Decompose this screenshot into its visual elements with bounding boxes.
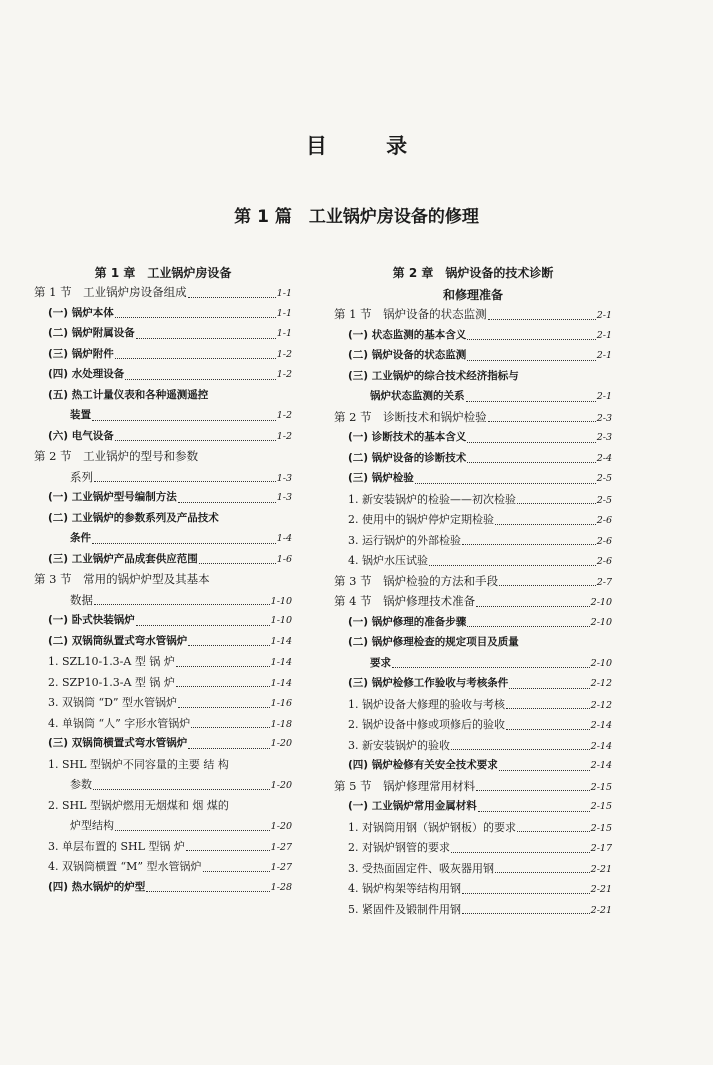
chapter-heading: 第 1 章 工业锅炉房设备 bbox=[94, 266, 232, 280]
toc-entry bbox=[34, 305, 292, 326]
toc-entry-text: 装置 bbox=[70, 409, 91, 421]
toc-page-number: 2-12 bbox=[590, 699, 612, 711]
toc-entry bbox=[334, 737, 612, 758]
toc-entry bbox=[34, 715, 292, 736]
toc-entry-text: (一) 工业锅炉型号编制方法 bbox=[48, 491, 177, 503]
toc-leader-dots bbox=[211, 576, 291, 584]
toc-leader-dots bbox=[520, 639, 611, 647]
toc-entry-text: 3. 受热面固定件、吸灰器用钢 bbox=[348, 861, 494, 875]
toc-leader-dots bbox=[115, 822, 270, 831]
toc-entry-text: (三) 锅炉检修工作验收与考核条件 bbox=[348, 677, 509, 689]
toc-leader-dots bbox=[176, 678, 270, 687]
toc-entry bbox=[34, 284, 292, 305]
toc-entry-text: 3. 运行锅炉的外部检验 bbox=[348, 533, 461, 547]
toc-entry bbox=[34, 571, 292, 592]
toc-leader-dots bbox=[136, 330, 276, 339]
toc-leader-dots bbox=[488, 413, 596, 422]
toc-page-number: 1-10 bbox=[270, 595, 292, 607]
toc-entry-text: (一) 诊断技术的基本含义 bbox=[348, 431, 467, 443]
toc-entry-text: (四) 热水锅炉的炉型 bbox=[48, 880, 146, 893]
page-title: 目 录 bbox=[305, 133, 434, 158]
toc-page-number: 2-14 bbox=[590, 740, 612, 752]
toc-leader-dots bbox=[199, 555, 276, 564]
toc-leader-dots bbox=[188, 740, 269, 749]
toc-leader-dots bbox=[467, 618, 589, 627]
toc-entry-text: (二) 锅炉设备的状态监测 bbox=[348, 349, 467, 361]
toc-entry bbox=[334, 696, 612, 717]
toc-entry-text: (四) 水处理设备 bbox=[48, 368, 125, 380]
toc-entry bbox=[334, 450, 612, 471]
toc-leader-dots bbox=[467, 434, 595, 443]
toc-entry-text: 第 4 节 锅炉修理技术准备 bbox=[334, 594, 476, 608]
toc-leader-dots bbox=[499, 762, 590, 771]
toc-entry bbox=[34, 694, 292, 715]
toc-page-number: 2-5 bbox=[596, 494, 612, 506]
toc-page-number: 2-6 bbox=[596, 535, 612, 547]
toc-leader-dots bbox=[506, 700, 590, 709]
toc-page-number: 2-14 bbox=[590, 760, 612, 771]
toc-entry bbox=[34, 735, 292, 756]
toc-list bbox=[34, 284, 292, 899]
toc-entry-text: (一) 锅炉修理的准备步骤 bbox=[348, 615, 467, 628]
toc-leader-dots bbox=[462, 905, 590, 914]
toc-page-number: 1-20 bbox=[270, 821, 292, 832]
toc-entry bbox=[334, 306, 612, 327]
toc-page-number: 2-1 bbox=[596, 391, 612, 402]
toc-entry bbox=[34, 407, 292, 428]
toc-leader-dots bbox=[451, 844, 590, 853]
toc-entry-text: 参数 bbox=[70, 778, 92, 791]
toc-leader-dots bbox=[176, 658, 270, 667]
toc-entry-text: (三) 锅炉附件 bbox=[48, 347, 114, 360]
toc-entry-text: 1. 对锅筒用钢（锅炉钢板）的要求 bbox=[348, 820, 516, 834]
toc-leader-dots bbox=[415, 475, 596, 484]
toc-page-number: 2-5 bbox=[596, 473, 612, 484]
toc-entry-text: 1. SZL10-1.3-A 型 锅 炉 bbox=[48, 655, 175, 668]
toc-page-number: 2-1 bbox=[596, 350, 612, 361]
toc-leader-dots bbox=[136, 617, 270, 626]
toc-page-number: 1-18 bbox=[270, 718, 292, 730]
toc-page-number: 1-10 bbox=[270, 615, 292, 626]
toc-entry bbox=[334, 532, 612, 553]
toc-entry-text: (二) 双锅筒纵置式弯水管锅炉 bbox=[48, 634, 188, 647]
toc-leader-dots bbox=[146, 883, 269, 892]
toc-entry-text: 4. 双锅筒横置 “M” 型水管锅炉 bbox=[48, 860, 202, 873]
toc-leader-dots bbox=[186, 842, 270, 851]
toc-entry-text: 3. 单层布置的 SHL 型锅 炉 bbox=[48, 839, 185, 853]
toc-leader-dots bbox=[462, 885, 590, 894]
toc-entry bbox=[334, 716, 612, 737]
toc-leader-dots bbox=[517, 823, 590, 832]
toc-page-number: 1-1 bbox=[276, 307, 292, 319]
toc-page-number: 2-10 bbox=[590, 657, 612, 669]
toc-page-number: 2-15 bbox=[590, 822, 612, 834]
toc-entry-text: 2. 使用中的锅炉停炉定期检验 bbox=[348, 513, 494, 526]
toc-entry-text: 第 1 节 工业锅炉房设备组成 bbox=[34, 285, 187, 299]
toc-entry-text: (三) 工业锅炉产品成套供应范围 bbox=[48, 552, 198, 565]
toc-page-number: 2-21 bbox=[590, 904, 612, 916]
toc-entry bbox=[334, 327, 612, 348]
toc-entry-text: 条件 bbox=[70, 532, 91, 544]
toc-page-number: 2-10 bbox=[590, 616, 612, 628]
chapter-heading: 第 2 章 锅炉设备的技术诊断 bbox=[392, 266, 554, 280]
toc-right-column bbox=[334, 262, 612, 921]
toc-entry-text: 1. 新安装锅炉的检验——初次检验 bbox=[348, 492, 516, 506]
toc-entry-text: 第 2 节 诊断技术和锅炉检验 bbox=[334, 409, 487, 424]
toc-entry bbox=[334, 860, 612, 881]
toc-entry-text: 锅炉状态监测的关系 bbox=[370, 390, 465, 402]
toc-entry bbox=[334, 388, 612, 409]
toc-entry bbox=[34, 448, 292, 469]
toc-leader-dots bbox=[451, 741, 590, 750]
toc-page-number: 1-27 bbox=[270, 862, 292, 873]
toc-entry bbox=[34, 776, 292, 797]
toc-entry-text: (一) 卧式快装锅炉 bbox=[48, 614, 135, 626]
toc-leader-dots bbox=[178, 699, 270, 708]
toc-entry bbox=[334, 573, 612, 594]
toc-leader-dots bbox=[517, 495, 596, 504]
toc-entry bbox=[34, 612, 292, 633]
toc-page-number: 1-1 bbox=[276, 288, 292, 299]
toc-leader-dots bbox=[495, 516, 596, 525]
toc-entry bbox=[334, 675, 612, 696]
toc-leader-dots bbox=[476, 598, 590, 607]
toc-leader-dots bbox=[188, 637, 269, 646]
toc-entry bbox=[34, 838, 292, 859]
toc-leader-dots bbox=[125, 371, 275, 380]
toc-entry-text: (三) 锅炉检验 bbox=[348, 472, 414, 484]
toc-leader-dots bbox=[476, 782, 590, 791]
toc-page-number: 2-21 bbox=[590, 884, 612, 895]
toc-entry bbox=[334, 778, 612, 799]
toc-entry bbox=[334, 470, 612, 491]
toc-leader-dots bbox=[462, 536, 596, 545]
toc-entry-text: 炉型结构 bbox=[70, 819, 114, 832]
toc-leader-dots bbox=[506, 721, 590, 730]
toc-entry-text: (六) 电气设备 bbox=[48, 429, 114, 442]
toc-page-number: 2-7 bbox=[596, 576, 612, 588]
toc-leader-dots bbox=[478, 803, 590, 812]
chapter-heading-cont: 和修理准备 bbox=[442, 288, 503, 302]
toc-entry bbox=[34, 633, 292, 654]
toc-entry bbox=[34, 817, 292, 838]
toc-left-column bbox=[34, 262, 292, 899]
toc-entry-text: (一) 工业锅炉常用金属材料 bbox=[348, 800, 477, 812]
toc-entry-text: 第 1 节 锅炉设备的状态监测 bbox=[334, 307, 487, 321]
toc-entry-text: 系列 bbox=[70, 469, 93, 484]
toc-entry bbox=[334, 757, 612, 778]
toc-entry-text: 4. 锅炉水压试验 bbox=[348, 554, 428, 567]
toc-entry-text: 3. 新安装锅炉的验收 bbox=[348, 738, 450, 752]
toc-entry bbox=[34, 428, 292, 449]
toc-entry bbox=[334, 511, 612, 532]
toc-entry bbox=[334, 819, 612, 840]
toc-leader-dots bbox=[188, 289, 276, 298]
toc-entry bbox=[34, 592, 292, 613]
toc-page-number: 1-14 bbox=[270, 677, 292, 689]
toc-entry-text: 4. 锅炉构架等结构用钢 bbox=[348, 882, 461, 895]
toc-leader-dots bbox=[209, 392, 291, 400]
toc-entry bbox=[34, 469, 292, 490]
toc-page-number: 1-14 bbox=[270, 635, 292, 647]
toc-page-number: 1-4 bbox=[276, 533, 292, 544]
toc-page-number: 1-20 bbox=[270, 738, 292, 749]
toc-leader-dots bbox=[467, 352, 595, 361]
toc-entry bbox=[34, 510, 292, 531]
toc-entry bbox=[34, 858, 292, 879]
toc-entry-text: 1. 锅炉设备大修理的验收与考核 bbox=[348, 697, 505, 711]
toc-entry bbox=[34, 879, 292, 900]
toc-entry-text: (二) 锅炉设备的诊断技术 bbox=[348, 451, 467, 464]
toc-entry-text: 第 2 节 工业锅炉的型号和参数 bbox=[34, 449, 199, 463]
toc-entry bbox=[334, 429, 612, 450]
toc-entry bbox=[334, 552, 612, 573]
toc-page-number: 1-3 bbox=[276, 492, 292, 503]
toc-leader-dots bbox=[495, 864, 590, 873]
toc-entry-text: (一) 状态监测的基本含义 bbox=[348, 328, 467, 341]
toc-entry-text: 第 5 节 锅炉修理常用材料 bbox=[334, 778, 476, 793]
toc-entry-text: 2. SZP10-1.3-A 型 锅 炉 bbox=[48, 675, 175, 689]
toc-entry-text: 5. 紧固件及锻制件用钢 bbox=[348, 902, 461, 916]
toc-leader-dots bbox=[488, 311, 596, 320]
toc-leader-dots bbox=[115, 432, 276, 441]
toc-page-number: 2-6 bbox=[596, 556, 612, 567]
toc-leader-dots bbox=[392, 659, 590, 668]
toc-entry bbox=[334, 839, 612, 860]
toc-page-number: 1-16 bbox=[270, 698, 292, 709]
toc-leader-dots bbox=[220, 515, 291, 523]
toc-page-number: 2-12 bbox=[590, 678, 612, 689]
toc-leader-dots bbox=[230, 802, 291, 810]
toc-leader-dots bbox=[93, 781, 270, 790]
toc-entry-text: 2. 锅炉设备中修或项修后的验收 bbox=[348, 718, 505, 731]
toc-leader-dots bbox=[92, 535, 276, 544]
part-heading: 第 1 篇 工业锅炉房设备的修理 bbox=[234, 207, 479, 227]
toc-page-number: 1-2 bbox=[276, 369, 292, 380]
toc-leader-dots bbox=[466, 393, 596, 402]
toc-entry bbox=[34, 674, 292, 695]
toc-page-number: 1-2 bbox=[276, 430, 292, 442]
toc-entry bbox=[334, 880, 612, 901]
toc-leader-dots bbox=[203, 863, 270, 872]
toc-page-number: 1-14 bbox=[270, 657, 292, 668]
toc-page-number: 2-15 bbox=[590, 781, 612, 793]
toc-entry-text: (三) 工业锅炉的综合技术经济指标与 bbox=[348, 369, 519, 382]
toc-entry-text: 第 3 节 锅炉检验的方法和手段 bbox=[334, 573, 499, 588]
toc-entry bbox=[34, 489, 292, 510]
toc-entry-text: 要求 bbox=[370, 656, 391, 669]
toc-entry-text: (五) 热工计量仪表和各种遥测遥控 bbox=[48, 388, 209, 401]
toc-page-number: 1-3 bbox=[276, 472, 292, 484]
toc-leader-dots bbox=[178, 494, 276, 503]
toc-leader-dots bbox=[230, 761, 291, 769]
toc-entry bbox=[334, 347, 612, 368]
toc-entry bbox=[334, 593, 612, 614]
toc-leader-dots bbox=[429, 557, 596, 566]
toc-page-number: 2-3 bbox=[596, 412, 612, 424]
toc-entry bbox=[34, 346, 292, 367]
toc-leader-dots bbox=[115, 309, 276, 318]
toc-leader-dots bbox=[199, 453, 291, 461]
toc-list bbox=[334, 306, 612, 921]
toc-entry-text: 4. 单锅筒 “人” 字形水管锅炉 bbox=[48, 716, 191, 730]
toc-entry-text: (二) 锅炉修理检查的规定项目及质量 bbox=[348, 636, 519, 648]
toc-leader-dots bbox=[115, 350, 276, 359]
toc-entry bbox=[334, 901, 612, 922]
toc-leader-dots bbox=[467, 331, 595, 340]
toc-page-number: 1-20 bbox=[270, 780, 292, 791]
toc-entry bbox=[34, 530, 292, 551]
toc-page-number: 2-21 bbox=[590, 863, 612, 875]
toc-page-number: 1-27 bbox=[270, 841, 292, 853]
toc-leader-dots bbox=[467, 454, 595, 463]
toc-entry-text: (二) 锅炉附属设备 bbox=[48, 327, 135, 339]
toc-entry bbox=[334, 409, 612, 430]
toc-page-number: 2-15 bbox=[590, 801, 612, 812]
toc-page-number: 1-2 bbox=[276, 348, 292, 360]
toc-entry-text: 2. SHL 型锅炉燃用无烟煤和 烟 煤的 bbox=[48, 798, 229, 812]
toc-page-number: 2-6 bbox=[596, 515, 612, 526]
toc-entry bbox=[34, 797, 292, 818]
toc-leader-dots bbox=[509, 680, 589, 689]
toc-page-number: 2-17 bbox=[590, 843, 612, 854]
toc-entry-text: 3. 双锅筒 “D” 型水管锅炉 bbox=[48, 696, 178, 709]
toc-leader-dots bbox=[191, 719, 269, 728]
toc-entry bbox=[34, 387, 292, 408]
toc-entry bbox=[334, 368, 612, 389]
toc-entry-text: 2. 对锅炉钢管的要求 bbox=[348, 841, 450, 854]
toc-leader-dots bbox=[94, 473, 276, 482]
toc-entry-text: (三) 双锅筒横置式弯水管锅炉 bbox=[48, 737, 188, 749]
toc-entry-text: (一) 锅炉本体 bbox=[48, 306, 114, 319]
toc-entry bbox=[34, 366, 292, 387]
toc-page-number: 1-1 bbox=[276, 328, 292, 339]
toc-leader-dots bbox=[92, 412, 276, 421]
toc-entry bbox=[34, 325, 292, 346]
toc-page-number: 1-28 bbox=[270, 881, 292, 893]
toc-entry-text: 1. SHL 型锅炉不同容量的主要 结 构 bbox=[48, 757, 229, 771]
toc-entry bbox=[34, 756, 292, 777]
toc-entry-text: (二) 工业锅炉的参数系列及产品技术 bbox=[48, 511, 219, 524]
toc-page-number: 2-3 bbox=[596, 432, 612, 443]
toc-entry-text: 数据 bbox=[70, 592, 93, 607]
toc-page-number: 2-14 bbox=[590, 720, 612, 731]
toc-leader-dots bbox=[499, 577, 596, 586]
toc-leader-dots bbox=[94, 596, 270, 605]
toc-entry-text: (四) 锅炉检修有关安全技术要求 bbox=[348, 759, 498, 771]
toc-entry bbox=[334, 798, 612, 819]
toc-entry bbox=[34, 653, 292, 674]
toc-entry-text: 第 3 节 常用的锅炉炉型及其基本 bbox=[34, 572, 210, 586]
toc-leader-dots bbox=[520, 373, 611, 381]
toc-page-number: 2-10 bbox=[590, 597, 612, 608]
toc-page-number: 2-4 bbox=[596, 452, 612, 464]
toc-entry bbox=[34, 551, 292, 572]
toc-page-number: 2-1 bbox=[596, 310, 612, 321]
toc-page-number: 1-2 bbox=[276, 410, 292, 421]
toc-entry bbox=[334, 634, 612, 655]
toc-entry bbox=[334, 614, 612, 635]
toc-page-number: 1-6 bbox=[276, 553, 292, 565]
toc-entry bbox=[334, 655, 612, 676]
toc-page-number: 2-1 bbox=[596, 329, 612, 341]
toc-entry bbox=[334, 491, 612, 512]
